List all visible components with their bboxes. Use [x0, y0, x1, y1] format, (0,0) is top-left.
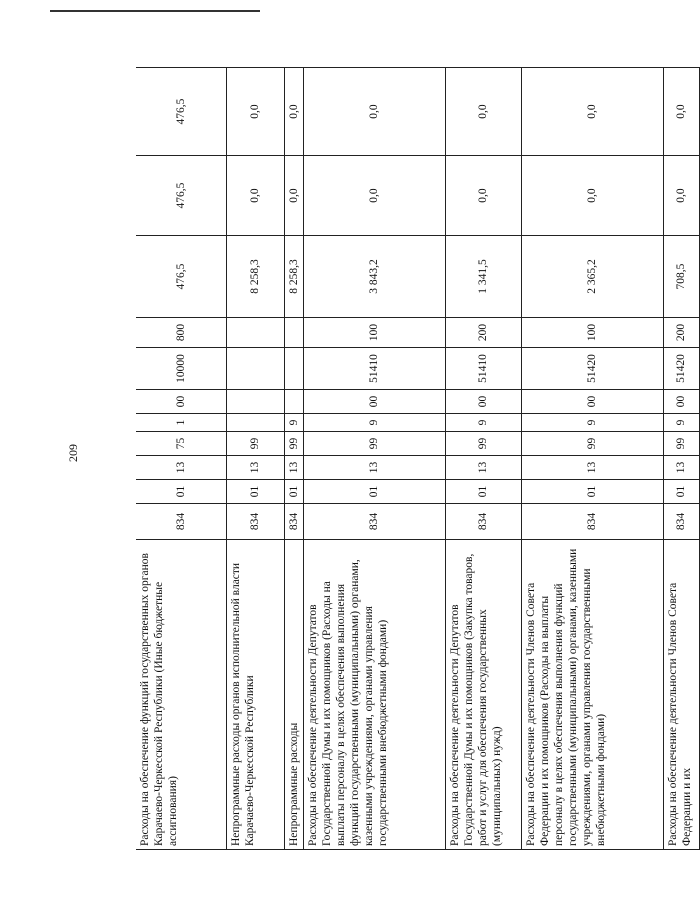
subsection-code: 13: [226, 456, 284, 480]
ministry-code: 834: [226, 504, 284, 540]
amount-year-2: 0,0: [663, 156, 699, 236]
program-code: 99: [521, 432, 663, 456]
table-row: [284, 68, 303, 850]
expense-type-code: 200: [663, 318, 699, 348]
table-row: [136, 68, 226, 850]
amount-year-2: 476,5: [136, 156, 226, 236]
direction-code: 51420: [663, 348, 699, 390]
amount-year-2: 0,0: [445, 156, 521, 236]
page-number: 209: [66, 444, 80, 462]
subsection-code: 13: [303, 456, 445, 480]
expense-type-code: 200: [445, 318, 521, 348]
top-rule: [50, 10, 260, 12]
amount-year-3: 0,0: [226, 68, 284, 156]
subprogram-code: 1: [136, 414, 226, 432]
section-code: 01: [521, 480, 663, 504]
direction-code: 10000: [136, 348, 226, 390]
row-description: Расходы на обеспечение деятельности Членов Совета Федерации и их помощников (Расходы на выплаты персоналу в целях обеспечения выполнения функций государственными (муниципальными) органами, казенными учреждениями, органами управления государственными внебюджетными фондами): [521, 540, 663, 850]
amount-year-1: 708,5: [663, 236, 699, 318]
amount-year-2: 0,0: [521, 156, 663, 236]
amount-year-3: 476,5: [136, 68, 226, 156]
subprogram-code: 9: [284, 414, 303, 432]
direction-code: [226, 348, 284, 390]
subsection-code: 13: [284, 456, 303, 480]
amount-year-3: 0,0: [663, 68, 699, 156]
amount-year-1: 8 258,3: [284, 236, 303, 318]
expense-type-code: [226, 318, 284, 348]
direction-code: 51410: [303, 348, 445, 390]
amount-year-3: 0,0: [445, 68, 521, 156]
rotated-table-container: [136, 68, 693, 850]
section-code: 01: [284, 480, 303, 504]
section-code: 01: [226, 480, 284, 504]
ministry-code: 834: [284, 504, 303, 540]
amount-year-1: 3 843,2: [303, 236, 445, 318]
expense-type-code: 800: [136, 318, 226, 348]
table-row: [663, 68, 699, 850]
event-code: [226, 390, 284, 414]
amount-year-1: 2 365,2: [521, 236, 663, 318]
event-code: 00: [663, 390, 699, 414]
row-description: Расходы на обеспечение деятельности Членов Совета Федерации и их: [663, 540, 699, 850]
ministry-code: 834: [663, 504, 699, 540]
amount-year-1: 8 258,3: [226, 236, 284, 318]
event-code: 00: [136, 390, 226, 414]
direction-code: [284, 348, 303, 390]
row-description: Непрограммные расходы органов исполнительной власти Карачаево-Черкесской Республики: [226, 540, 284, 850]
amount-year-1: 1 341,5: [445, 236, 521, 318]
section-code: 01: [663, 480, 699, 504]
row-description: Расходы на обеспечение функций государственных органов Карачаево-Черкесской Республики (Иные бюджетные ассигнования): [136, 540, 226, 850]
subsection-code: 13: [663, 456, 699, 480]
direction-code: 51410: [445, 348, 521, 390]
event-code: [284, 390, 303, 414]
section-code: 01: [445, 480, 521, 504]
program-code: 75: [136, 432, 226, 456]
program-code: 99: [303, 432, 445, 456]
event-code: 00: [521, 390, 663, 414]
expense-type-code: [284, 318, 303, 348]
program-code: 99: [284, 432, 303, 456]
program-code: 99: [226, 432, 284, 456]
table-row: [521, 68, 663, 850]
direction-code: 51420: [521, 348, 663, 390]
table-row: [445, 68, 521, 850]
amount-year-2: 0,0: [303, 156, 445, 236]
subprogram-code: 9: [445, 414, 521, 432]
amount-year-2: 0,0: [226, 156, 284, 236]
amount-year-3: 0,0: [284, 68, 303, 156]
subsection-code: 13: [521, 456, 663, 480]
row-description: Расходы на обеспечение деятельности Депутатов Государственной Думы и их помощников (Расходы на выплаты персоналу в целях обеспечения выполнения функций государственными (муниципальными) органами, казенными учреждениями, органами управления государственными внебюджетными фондами): [303, 540, 445, 850]
budget-table: [136, 67, 700, 850]
subsection-code: 13: [136, 456, 226, 480]
ministry-code: 834: [521, 504, 663, 540]
row-description: Непрограммные расходы: [284, 540, 303, 850]
table-row: [303, 68, 445, 850]
section-code: 01: [136, 480, 226, 504]
event-code: 00: [445, 390, 521, 414]
expense-type-code: 100: [303, 318, 445, 348]
ministry-code: 834: [136, 504, 226, 540]
amount-year-1: 476,5: [136, 236, 226, 318]
subprogram-code: 9: [663, 414, 699, 432]
subprogram-code: 9: [303, 414, 445, 432]
amount-year-2: 0,0: [284, 156, 303, 236]
ministry-code: 834: [445, 504, 521, 540]
section-code: 01: [303, 480, 445, 504]
event-code: 00: [303, 390, 445, 414]
expense-type-code: 100: [521, 318, 663, 348]
program-code: 99: [663, 432, 699, 456]
amount-year-3: 0,0: [303, 68, 445, 156]
table-row: [226, 68, 284, 850]
ministry-code: 834: [303, 504, 445, 540]
subprogram-code: 9: [521, 414, 663, 432]
amount-year-3: 0,0: [521, 68, 663, 156]
subsection-code: 13: [445, 456, 521, 480]
row-description: Расходы на обеспечение деятельности Депутатов Государственной Думы и их помощников (Закупка товаров, работ и услуг для обеспечения государственных (муниципальных) нужд): [445, 540, 521, 850]
subprogram-code: [226, 414, 284, 432]
program-code: 99: [445, 432, 521, 456]
